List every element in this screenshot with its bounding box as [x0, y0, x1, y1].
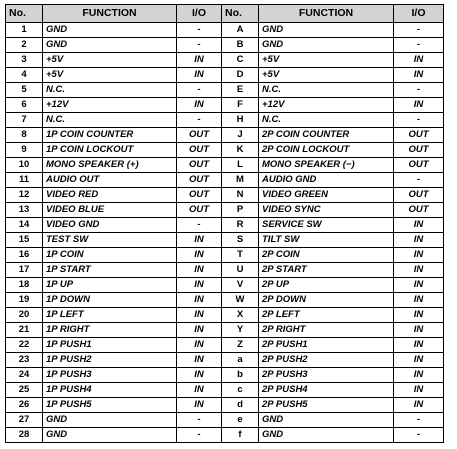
io-cell: OUT	[177, 128, 222, 143]
function-cell: N.C.	[259, 83, 394, 98]
header-io-right: I/O	[394, 5, 444, 23]
pin-number-cell: J	[222, 128, 259, 143]
pin-number-cell: 6	[6, 98, 43, 113]
io-cell: IN	[394, 398, 444, 413]
pin-number-cell: X	[222, 308, 259, 323]
io-cell: -	[177, 428, 222, 443]
pin-number-cell: 11	[6, 173, 43, 188]
function-cell: VIDEO GREEN	[259, 188, 394, 203]
function-cell: 1P PUSH3	[43, 368, 177, 383]
io-cell: IN	[177, 293, 222, 308]
function-cell: 2P RIGHT	[259, 323, 394, 338]
pin-number-cell: 2	[6, 38, 43, 53]
io-cell: OUT	[177, 158, 222, 173]
function-cell: 1P COIN	[43, 248, 177, 263]
pin-number-cell: 24	[6, 368, 43, 383]
function-cell: +5V	[43, 53, 177, 68]
function-cell: VIDEO GND	[43, 218, 177, 233]
table-row	[6, 143, 444, 158]
function-cell: VIDEO BLUE	[43, 203, 177, 218]
function-cell: 2P PUSH1	[259, 338, 394, 353]
function-cell: GND	[43, 428, 177, 443]
io-cell: OUT	[394, 188, 444, 203]
io-cell: IN	[177, 53, 222, 68]
function-cell: VIDEO RED	[43, 188, 177, 203]
pin-number-cell: 7	[6, 113, 43, 128]
header-no-left: No.	[6, 5, 43, 23]
table-row	[6, 98, 444, 113]
pin-number-cell: 28	[6, 428, 43, 443]
pin-number-cell: 18	[6, 278, 43, 293]
pin-number-cell: 15	[6, 233, 43, 248]
pin-number-cell: N	[222, 188, 259, 203]
function-cell: AUDIO OUT	[43, 173, 177, 188]
function-cell: 2P DOWN	[259, 293, 394, 308]
pin-number-cell: Z	[222, 338, 259, 353]
pin-number-cell: 5	[6, 83, 43, 98]
function-cell: 1P LEFT	[43, 308, 177, 323]
io-cell: -	[394, 23, 444, 38]
pin-number-cell: K	[222, 143, 259, 158]
io-cell: IN	[394, 233, 444, 248]
function-cell: 2P PUSH2	[259, 353, 394, 368]
function-cell: 2P COIN	[259, 248, 394, 263]
function-cell: +12V	[43, 98, 177, 113]
pin-number-cell: 13	[6, 203, 43, 218]
io-cell: OUT	[177, 173, 222, 188]
io-cell: IN	[177, 263, 222, 278]
table-row	[6, 398, 444, 413]
io-cell: IN	[394, 353, 444, 368]
io-cell: -	[394, 83, 444, 98]
table-row	[6, 338, 444, 353]
pin-number-cell: 27	[6, 413, 43, 428]
pin-number-cell: e	[222, 413, 259, 428]
function-cell: 1P PUSH2	[43, 353, 177, 368]
io-cell: OUT	[394, 143, 444, 158]
pin-number-cell: B	[222, 38, 259, 53]
io-cell: IN	[177, 308, 222, 323]
io-cell: -	[177, 113, 222, 128]
pin-number-cell: 3	[6, 53, 43, 68]
io-cell: -	[177, 38, 222, 53]
pin-number-cell: M	[222, 173, 259, 188]
function-cell: N.C.	[43, 113, 177, 128]
pin-number-cell: 21	[6, 323, 43, 338]
io-cell: IN	[394, 338, 444, 353]
function-cell: VIDEO SYNC	[259, 203, 394, 218]
pin-number-cell: C	[222, 53, 259, 68]
table-row	[6, 323, 444, 338]
io-cell: OUT	[394, 128, 444, 143]
table-row	[6, 68, 444, 83]
pin-number-cell: D	[222, 68, 259, 83]
io-cell: -	[394, 113, 444, 128]
pin-number-cell: Y	[222, 323, 259, 338]
pinout-table	[5, 4, 444, 443]
io-cell: -	[394, 413, 444, 428]
pin-number-cell: f	[222, 428, 259, 443]
table-row	[6, 188, 444, 203]
table-row	[6, 263, 444, 278]
io-cell: OUT	[394, 158, 444, 173]
function-cell: TEST SW	[43, 233, 177, 248]
function-cell: 2P COIN COUNTER	[259, 128, 394, 143]
io-cell: IN	[177, 248, 222, 263]
io-cell: IN	[177, 368, 222, 383]
io-cell: IN	[177, 323, 222, 338]
table-header	[6, 5, 444, 23]
pin-number-cell: c	[222, 383, 259, 398]
io-cell: IN	[177, 353, 222, 368]
io-cell: IN	[177, 383, 222, 398]
function-cell: GND	[43, 413, 177, 428]
header-row	[6, 5, 444, 23]
io-cell: IN	[394, 218, 444, 233]
pin-number-cell: 8	[6, 128, 43, 143]
function-cell: GND	[43, 38, 177, 53]
pin-number-cell: 9	[6, 143, 43, 158]
io-cell: -	[177, 83, 222, 98]
table-row	[6, 218, 444, 233]
io-cell: IN	[177, 278, 222, 293]
pin-number-cell: H	[222, 113, 259, 128]
function-cell: 2P PUSH4	[259, 383, 394, 398]
io-cell: IN	[394, 278, 444, 293]
io-cell: IN	[177, 68, 222, 83]
function-cell: TILT SW	[259, 233, 394, 248]
pin-number-cell: b	[222, 368, 259, 383]
table-row	[6, 128, 444, 143]
pin-number-cell: 12	[6, 188, 43, 203]
pin-number-cell: A	[222, 23, 259, 38]
function-cell: 2P START	[259, 263, 394, 278]
table-row	[6, 353, 444, 368]
table-row	[6, 428, 444, 443]
pin-number-cell: 14	[6, 218, 43, 233]
pin-number-cell: E	[222, 83, 259, 98]
io-cell: IN	[394, 323, 444, 338]
function-cell: 1P PUSH5	[43, 398, 177, 413]
pin-number-cell: V	[222, 278, 259, 293]
io-cell: IN	[394, 383, 444, 398]
function-cell: +5V	[259, 68, 394, 83]
function-cell: SERVICE SW	[259, 218, 394, 233]
header-io-left: I/O	[177, 5, 222, 23]
table-row	[6, 158, 444, 173]
table-row	[6, 233, 444, 248]
io-cell: -	[394, 428, 444, 443]
io-cell: IN	[177, 98, 222, 113]
function-cell: MONO SPEAKER (+)	[43, 158, 177, 173]
table-row	[6, 383, 444, 398]
pin-number-cell: T	[222, 248, 259, 263]
header-no-right: No.	[222, 5, 259, 23]
table-body	[6, 23, 444, 443]
io-cell: -	[394, 38, 444, 53]
function-cell: MONO SPEAKER (−)	[259, 158, 394, 173]
function-cell: GND	[259, 428, 394, 443]
io-cell: IN	[394, 248, 444, 263]
function-cell: GND	[259, 23, 394, 38]
pin-number-cell: P	[222, 203, 259, 218]
table-row	[6, 308, 444, 323]
io-cell: IN	[177, 338, 222, 353]
pin-number-cell: a	[222, 353, 259, 368]
pin-number-cell: d	[222, 398, 259, 413]
function-cell: +12V	[259, 98, 394, 113]
function-cell: N.C.	[259, 113, 394, 128]
pin-number-cell: 17	[6, 263, 43, 278]
function-cell: +5V	[43, 68, 177, 83]
function-cell: +5V	[259, 53, 394, 68]
function-cell: 2P COIN LOCKOUT	[259, 143, 394, 158]
function-cell: 2P LEFT	[259, 308, 394, 323]
io-cell: IN	[394, 68, 444, 83]
pin-number-cell: 16	[6, 248, 43, 263]
function-cell: 1P COIN LOCKOUT	[43, 143, 177, 158]
table-row	[6, 203, 444, 218]
function-cell: 2P PUSH3	[259, 368, 394, 383]
function-cell: GND	[259, 413, 394, 428]
pin-number-cell: 4	[6, 68, 43, 83]
pin-number-cell: 10	[6, 158, 43, 173]
pin-number-cell: W	[222, 293, 259, 308]
io-cell: IN	[394, 53, 444, 68]
table-row	[6, 38, 444, 53]
pin-number-cell: L	[222, 158, 259, 173]
table-row	[6, 83, 444, 98]
pin-number-cell: 20	[6, 308, 43, 323]
io-cell: IN	[394, 293, 444, 308]
function-cell: 2P UP	[259, 278, 394, 293]
header-function-right: FUNCTION	[259, 5, 394, 23]
function-cell: 2P PUSH5	[259, 398, 394, 413]
pin-number-cell: 25	[6, 383, 43, 398]
table-row	[6, 293, 444, 308]
pin-number-cell: 19	[6, 293, 43, 308]
pin-number-cell: F	[222, 98, 259, 113]
header-function-left: FUNCTION	[43, 5, 177, 23]
io-cell: IN	[394, 98, 444, 113]
function-cell: 1P COIN COUNTER	[43, 128, 177, 143]
pin-number-cell: U	[222, 263, 259, 278]
function-cell: AUDIO GND	[259, 173, 394, 188]
table-row	[6, 173, 444, 188]
table-row	[6, 113, 444, 128]
function-cell: 1P RIGHT	[43, 323, 177, 338]
table-row	[6, 53, 444, 68]
function-cell: 1P PUSH4	[43, 383, 177, 398]
pin-number-cell: 22	[6, 338, 43, 353]
io-cell: OUT	[177, 143, 222, 158]
pin-number-cell: R	[222, 218, 259, 233]
function-cell: 1P START	[43, 263, 177, 278]
io-cell: IN	[394, 308, 444, 323]
function-cell: 1P UP	[43, 278, 177, 293]
table-row	[6, 248, 444, 263]
function-cell: 1P DOWN	[43, 293, 177, 308]
pin-number-cell: 1	[6, 23, 43, 38]
io-cell: -	[177, 218, 222, 233]
io-cell: OUT	[177, 203, 222, 218]
table-row	[6, 278, 444, 293]
io-cell: -	[177, 413, 222, 428]
io-cell: -	[177, 23, 222, 38]
function-cell: GND	[259, 38, 394, 53]
io-cell: IN	[177, 233, 222, 248]
table-row	[6, 368, 444, 383]
io-cell: IN	[394, 263, 444, 278]
pin-number-cell: 23	[6, 353, 43, 368]
io-cell: IN	[177, 398, 222, 413]
io-cell: OUT	[177, 188, 222, 203]
function-cell: GND	[43, 23, 177, 38]
function-cell: N.C.	[43, 83, 177, 98]
io-cell: -	[394, 173, 444, 188]
pin-number-cell: S	[222, 233, 259, 248]
io-cell: OUT	[394, 203, 444, 218]
function-cell: 1P PUSH1	[43, 338, 177, 353]
io-cell: IN	[394, 368, 444, 383]
table-row	[6, 23, 444, 38]
pin-number-cell: 26	[6, 398, 43, 413]
table-row	[6, 413, 444, 428]
